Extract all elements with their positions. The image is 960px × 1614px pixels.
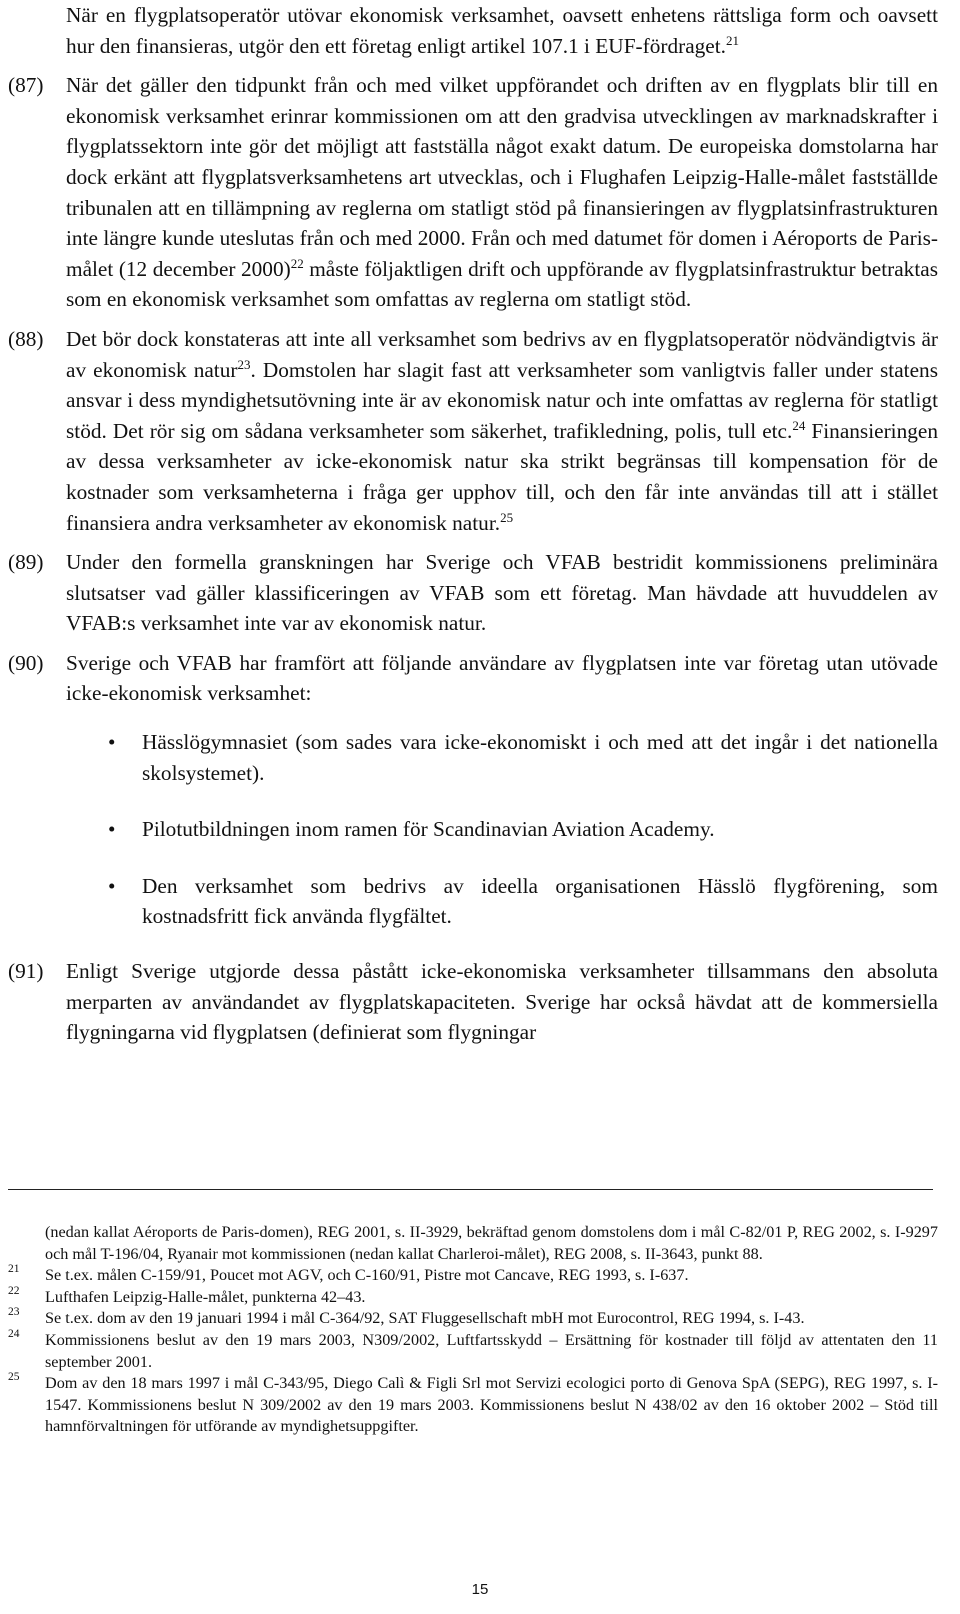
footnote-text: Se t.ex. målen C-159/91, Poucet mot AGV, och C-160/91, Pistre mot Cancave, REG 1993, s. I-637. (45, 1266, 689, 1285)
footnote-ref[interactable]: 25 (500, 509, 514, 525)
footnote-text: Lufthafen Leipzig-Halle-målet, punkterna 42–43. (45, 1287, 366, 1306)
footnote-text: Kommissionens beslut av den 19 mars 2003, N309/2002, Luftfartsskydd – Ersättning för kostnader till följd av attentaten den 11 september 2001. (45, 1330, 938, 1371)
paragraph-text: Finansieringen av dessa verksamheter av icke-ekonomisk natur ska strikt begränsas till kompensation för de kostnader som verksamheterna i fråga ger upphov till, och den får inte användas till att i stället finansiera andra verksamheter av ekonomisk natur. (66, 418, 938, 535)
footnote-25 (8, 1373, 938, 1438)
footnote-ref[interactable]: 24 (792, 417, 806, 433)
footnote-text: Se t.ex. dom av den 19 januari 1994 i mål C-364/92, SAT Fluggesellschaft mbH mot Eurocontrol, REG 1994, s. I-43. (45, 1309, 805, 1328)
paragraph-88 (8, 324, 938, 538)
list-item-text: Pilotutbildningen inom ramen för Scandinavian Aviation Academy. (142, 817, 715, 842)
footnote-text: Dom av den 18 mars 1997 i mål C-343/95, Diego Calì & Figli Srl mot Servizi ecologici porto di Genova SpA (SEPG), REG 1997, s. I-1547. Kommissionens beslut N 309/2002 av den 19 mars 2003. Kommissionens beslut N 438/02 av den 16 oktober 2002 – Stöd till hamnförvaltningen för utförande av myndighetsuppgifter. (45, 1374, 938, 1436)
paragraph-91 (8, 956, 938, 1048)
paragraph-text: . Domstolen har slagit fast att verksamheter som vanligtvis faller under statens ansvar i dess myndighetsutövning inte är av ekonomisk natur och inte omfattas av reglerna för statligt stöd. Det rör sig om sådana verksamheter som säkerhet, trafikledning, polis, tull etc. (66, 357, 938, 443)
list-item (8, 814, 938, 845)
paragraph-90 (8, 648, 938, 709)
list-item (8, 727, 938, 788)
intro-paragraph (66, 0, 938, 61)
intro-text: När en flygplatsoperatör utövar ekonomisk verksamhet, oavsett enhetens rättsliga form och oavsett hur den finansieras, utgör den ett företag enligt artikel 107.1 i EUF-fördraget. (66, 3, 938, 58)
bullet-icon: • (108, 873, 116, 898)
footnote-21 (8, 1265, 938, 1287)
main-text (8, 0, 938, 1048)
list-item-text: Den verksamhet som bedrivs av ideella organisationen Hässlö flygförening, som kostnadsfritt fick använda flygfältet. (142, 873, 938, 929)
paragraph-text: Under den formella granskningen har Sverige och VFAB bestridit kommissionens preliminära slutsatser vad gäller klassificeringen av VFAB som ett företag. Man hävdade att huvuddelen av VFAB:s verksamhet inte var av ekonomisk natur. (66, 550, 938, 636)
paragraph-text: Det bör dock konstateras att inte all verksamhet som bedrivs av en flygplatsoperatör nödvändigtvis är av ekonomisk natur (66, 326, 938, 382)
list-item-text: Hässlögymnasiet (som sades vara icke-ekonomiskt i och med att det ingår i det nationella skolsystemet). (142, 730, 938, 785)
bullet-list (8, 727, 938, 932)
footnote-ref[interactable]: 22 (290, 255, 304, 271)
footnote-number: 23 (8, 1306, 20, 1319)
paragraph-text: Sverige och VFAB har framfört att följande användare av flygplatsen inte var företag utan utövade icke-ekonomisk verksamhet: (66, 650, 938, 706)
paragraph-text: Enligt Sverige utgjorde dessa påstått icke-ekonomiska verksamheter tillsammans den absoluta merparten av användandet av flygplatskapaciteten. Sverige har också hävdat att de kommersiella flygningarna vid flygplatsen (definierat som flygningar (66, 959, 938, 1045)
bullet-icon: • (108, 730, 116, 755)
footnote-separator (8, 1189, 933, 1190)
paragraph-89 (8, 547, 938, 639)
footnote-ref[interactable]: 23 (237, 356, 251, 372)
footnote-number: 24 (8, 1327, 20, 1340)
page-number: 15 (471, 1581, 489, 1598)
paragraph-number: (87) (8, 73, 44, 98)
footnote-number: 25 (8, 1371, 20, 1384)
footnote-ref[interactable]: 21 (726, 32, 739, 48)
bullet-icon: • (108, 817, 116, 842)
footnotes (8, 1222, 938, 1438)
footnote-continuation: (nedan kallat Aéroports de Paris-domen), REG 2001, s. II-3929, bekräftad genom domstolens dom i mål C-82/01 P, REG 2002, s. I-9297 och mål T-196/04, Ryanair mot kommissionen (nedan kallat Charleroi-målet), REG 2008, s. II-3643, punkt 88. (45, 1223, 938, 1263)
list-item (8, 871, 938, 932)
footnote-number: 22 (8, 1284, 20, 1297)
paragraph-number: (91) (8, 959, 44, 984)
paragraph-87 (8, 70, 938, 315)
paragraph-number: (89) (8, 550, 44, 575)
paragraph-text: måste följaktligen drift och uppförande av flygplatsinfrastruktur betraktas som en ekonomisk verksamhet som omfattas av reglerna om statligt stöd. (66, 256, 938, 312)
footnote-24 (8, 1327, 938, 1373)
paragraph-number: (90) (8, 650, 44, 675)
footnote-number: 21 (8, 1263, 20, 1276)
paragraph-text: När det gäller den tidpunkt från och med vilket uppförandet och driften av en flygplats blir till en ekonomisk verksamhet erinrar kommissionen om att den gradvisa utvecklingen av marknadskrafter i flygplatssektorn inte gör det möjligt att fastställa något exakt datum. De europeiska domstolarna har dock erkänt att flygplatsverksamhetens art utvecklas, och i Flughafen Leipzig-Halle-målet fastställde tribunalen att en tillämpning av reglerna om statligt stöd på finansieringen av flygplatsinfrastrukturen inte längre kunde uteslutas från och med 2000. Från och med datumet för domen i Aéroports de Paris-målet (12 december 2000) (66, 73, 938, 281)
footnote-22 (8, 1284, 938, 1309)
paragraph-number: (88) (8, 326, 44, 351)
footnote-23 (8, 1308, 938, 1330)
